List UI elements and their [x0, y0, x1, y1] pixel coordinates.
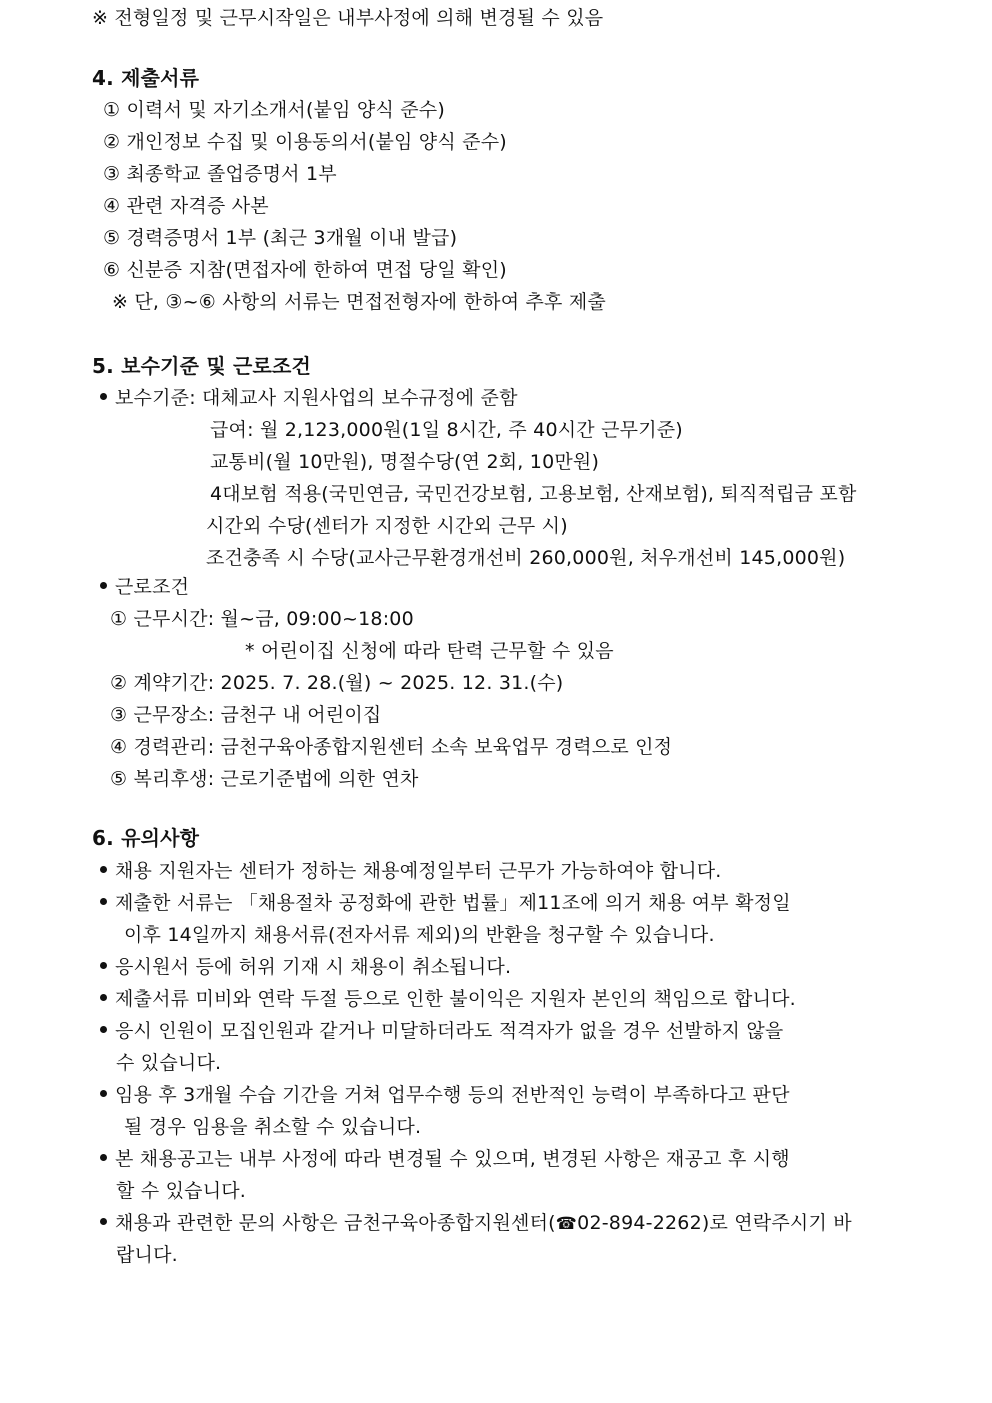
- pay-line-salary: 급여: 월 2,123,000원(1일 8시간, 주 40시간 근무기준): [210, 419, 683, 441]
- notice-text-5-line-2: 수 있습니다.: [116, 1052, 222, 1074]
- work-item-hours: ① 근무시간: 월~금, 09:00~18:00: [110, 608, 414, 630]
- notice-text-7-line-1: 본 채용공고는 내부 사정에 따라 변경될 수 있으며, 변경된 사항은 재공고 후 시행: [115, 1148, 790, 1170]
- bullet-dot-icon: [100, 994, 107, 1001]
- bullet-dot-icon: [100, 1026, 107, 1033]
- bullet-dot-icon: [100, 962, 107, 969]
- notice-bullet-3: [100, 951, 511, 983]
- notice-text-2-line-1: 제출한 서류는 「채용절차 공정화에 관한 법률」제11조에 의거 채용 여부 확정일: [115, 892, 791, 914]
- section4-item-3: ③ 최종학교 졸업증명서 1부: [103, 163, 337, 185]
- pay-standard-bullet: [100, 382, 518, 414]
- notice-bullet-1: [100, 855, 722, 887]
- section4-item-1: ① 이력서 및 자기소개서(붙임 양식 준수): [103, 99, 445, 121]
- notice-text-6-line-2: 될 경우 임용을 취소할 수 있습니다.: [124, 1116, 422, 1138]
- notice-text-5-line-1: 응시 인원이 모집인원과 같거나 미달하더라도 적격자가 없을 경우 선발하지 않을: [115, 1020, 784, 1042]
- notice-text-8-line-2: 랍니다.: [116, 1244, 178, 1266]
- notice-bullet-4: [100, 983, 796, 1015]
- pay-line-conditional: 조건충족 시 수당(교사근무환경개선비 260,000원, 처우개선비 145,000원): [206, 547, 846, 569]
- notice-text-1: 채용 지원자는 센터가 정하는 채용예정일부터 근무가 가능하여야 합니다.: [115, 860, 722, 882]
- notice-text-7-line-2: 할 수 있습니다.: [116, 1180, 247, 1202]
- notice-bullet-6: [100, 1079, 790, 1111]
- bullet-dot-icon: [100, 582, 107, 589]
- section4-item-2: ② 개인정보 수집 및 이용동의서(붙임 양식 준수): [103, 131, 507, 153]
- work-item-career: ④ 경력관리: 금천구육아종합지원센터 소속 보육업무 경력으로 인정: [110, 736, 673, 758]
- pay-line-overtime: 시간외 수당(센터가 지정한 시간외 근무 시): [206, 515, 568, 537]
- section4-note: ※ 단, ③~⑥ 사항의 서류는 면접전형자에 한하여 추후 제출: [112, 291, 606, 313]
- notice-text-4: 제출서류 미비와 연락 두절 등으로 인한 불이익은 지원자 본인의 책임으로 합니다.: [115, 988, 796, 1010]
- work-conditions-bullet: [100, 571, 189, 603]
- notice-text-3: 응시원서 등에 허위 기재 시 채용이 취소됩니다.: [115, 956, 512, 978]
- work-conditions-label: 근로조건: [115, 576, 190, 598]
- work-item-location: ③ 근무장소: 금천구 내 어린이집: [110, 704, 382, 726]
- section5-title: 5. 보수기준 및 근로조건: [92, 354, 312, 378]
- bullet-dot-icon: [100, 898, 107, 905]
- bullet-dot-icon: [100, 866, 107, 873]
- section4-item-4: ④ 관련 자격증 사본: [103, 195, 269, 217]
- work-item-hours-note: * 어린이집 신청에 따라 탄력 근무할 수 있음: [245, 640, 614, 662]
- section4-item-5: ⑤ 경력증명서 1부 (최근 3개월 이내 발급): [103, 227, 458, 249]
- notice-text-8-line-1a: 채용과 관련한 문의 사항은 금천구육아종합지원센터(: [115, 1212, 556, 1234]
- schedule-change-notice: ※ 전형일정 및 근무시작일은 내부사정에 의해 변경될 수 있음: [92, 7, 604, 29]
- pay-standard-label: 보수기준: 대체교사 지원사업의 보수규정에 준함: [115, 387, 518, 409]
- notice-text-2-line-2: 이후 14일까지 채용서류(전자서류 제외)의 반환을 청구할 수 있습니다.: [124, 924, 715, 946]
- section4-title: 4. 제출서류: [92, 66, 200, 90]
- work-item-contract: ② 계약기간: 2025. 7. 28.(월) ~ 2025. 12. 31.(수): [110, 672, 564, 694]
- pay-line-insurance: 4대보험 적용(국민연금, 국민건강보험, 고용보험, 산재보험), 퇴직적립금 포함: [210, 483, 857, 505]
- pay-line-allowance: 교통비(월 10만원), 명절수당(연 2회, 10만원): [210, 451, 600, 473]
- section4-item-6: ⑥ 신분증 지참(면접자에 한하여 면접 당일 확인): [103, 259, 507, 281]
- notice-bullet-2: [100, 887, 896, 919]
- phone-icon: ☎: [555, 1214, 578, 1234]
- bullet-dot-icon: [100, 393, 107, 400]
- bullet-dot-icon: [100, 1090, 107, 1097]
- bullet-dot-icon: [100, 1154, 107, 1161]
- notice-text-6-line-1: 임용 후 3개월 수습 기간을 거쳐 업무수행 등의 전반적인 능력이 부족하다고 판단: [115, 1084, 790, 1106]
- work-item-welfare: ⑤ 복리후생: 근로기준법에 의한 연차: [110, 768, 419, 790]
- notice-bullet-5: [100, 1015, 783, 1047]
- bullet-dot-icon: [100, 1218, 107, 1225]
- notice-text-8-line-1b: 02-894-2262)로 연락주시기 바: [577, 1212, 852, 1234]
- notice-bullet-8: [100, 1207, 852, 1240]
- notice-bullet-7: [100, 1143, 790, 1175]
- section6-title: 6. 유의사항: [92, 826, 200, 850]
